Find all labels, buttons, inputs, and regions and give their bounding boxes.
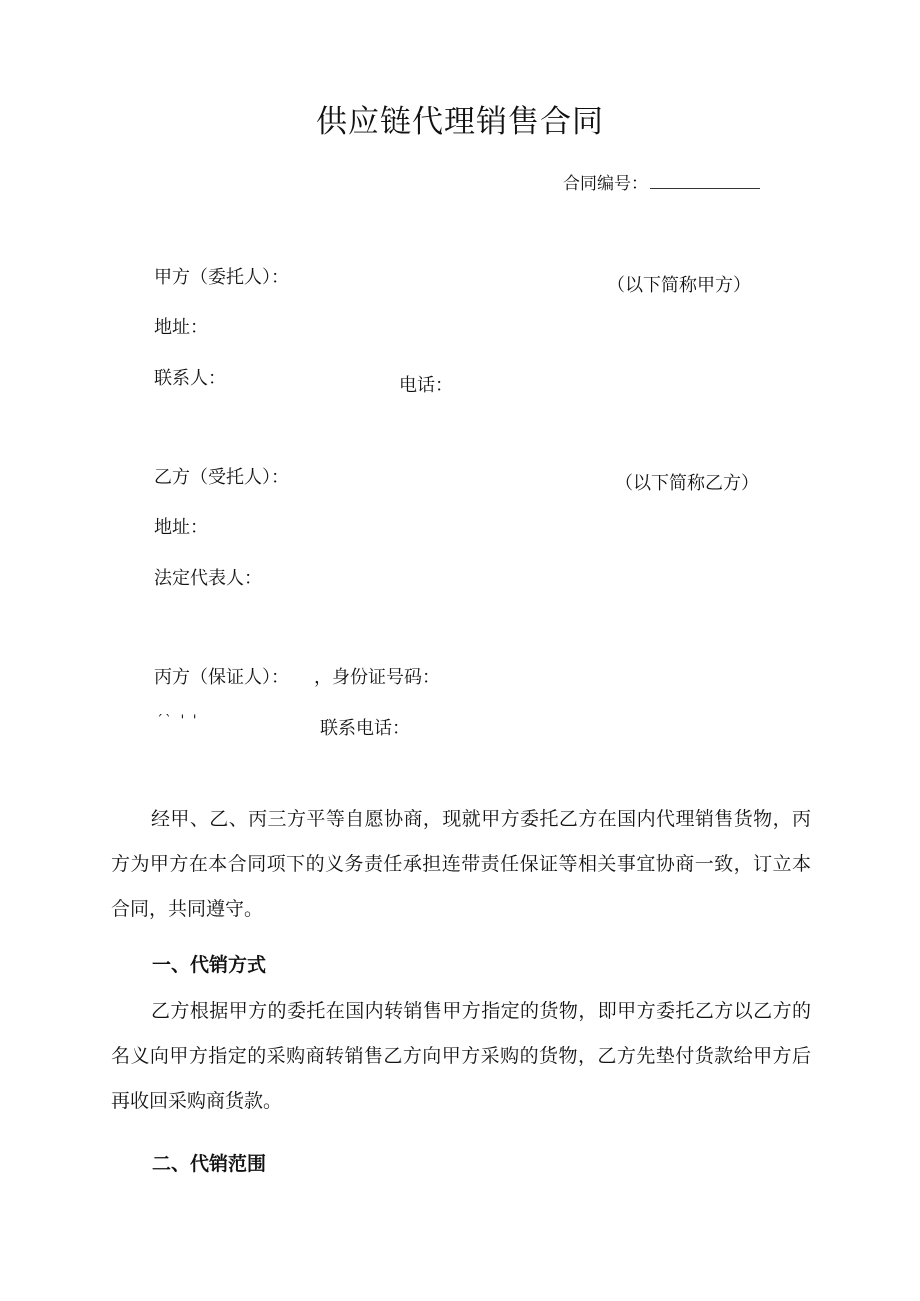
party-b-legal-rep-label: 法定代表人： — [154, 568, 262, 589]
party-c-id-label: ，身份证号码： — [314, 667, 440, 688]
party-a-address-label: 地址： — [154, 317, 208, 338]
contract-number-blank — [650, 174, 760, 189]
party-a-phone-label: 电话： — [399, 375, 453, 396]
section-2-heading: 二、代销范围 — [152, 1153, 267, 1175]
party-a-contact-label: 联系人： — [154, 368, 226, 389]
party-b-label: 乙方（受托人）： — [154, 467, 289, 488]
section-1-paragraph: 乙方根据甲方的委托在国内转销售甲方指定的货物，即甲方委托乙方以乙方的名义向甲方指定的采购商转销售乙方向甲方采购的货物，乙方先垫付货款给甲方后再收回采购商货款。 — [111, 1000, 811, 1112]
contract-number-label: 合同编号： — [563, 174, 648, 194]
party-a-note: （以下简称甲方） — [607, 275, 751, 296]
party-c-marks: ´` ' ' — [156, 713, 199, 729]
party-c-label: 丙方（保证人）： — [154, 667, 289, 688]
party-b-address-label: 地址： — [154, 517, 208, 538]
page-title: 供应链代理销售合同 — [316, 104, 604, 140]
party-b-note: （以下简称乙方） — [615, 473, 759, 494]
party-c-phone-label: 联系电话： — [320, 718, 410, 739]
party-a-label: 甲方（委托人）： — [154, 267, 289, 288]
intro-paragraph: 经甲、乙、丙三方平等自愿协商，现就甲方委托乙方在国内代理销售货物，丙方为甲方在本合同项下的义务责任承担连带责任保证等相关事宜协商一致，订立本合同，共同遵守。 — [111, 808, 811, 920]
section-1-heading: 一、代销方式 — [152, 954, 267, 976]
contract-number — [563, 174, 760, 193]
